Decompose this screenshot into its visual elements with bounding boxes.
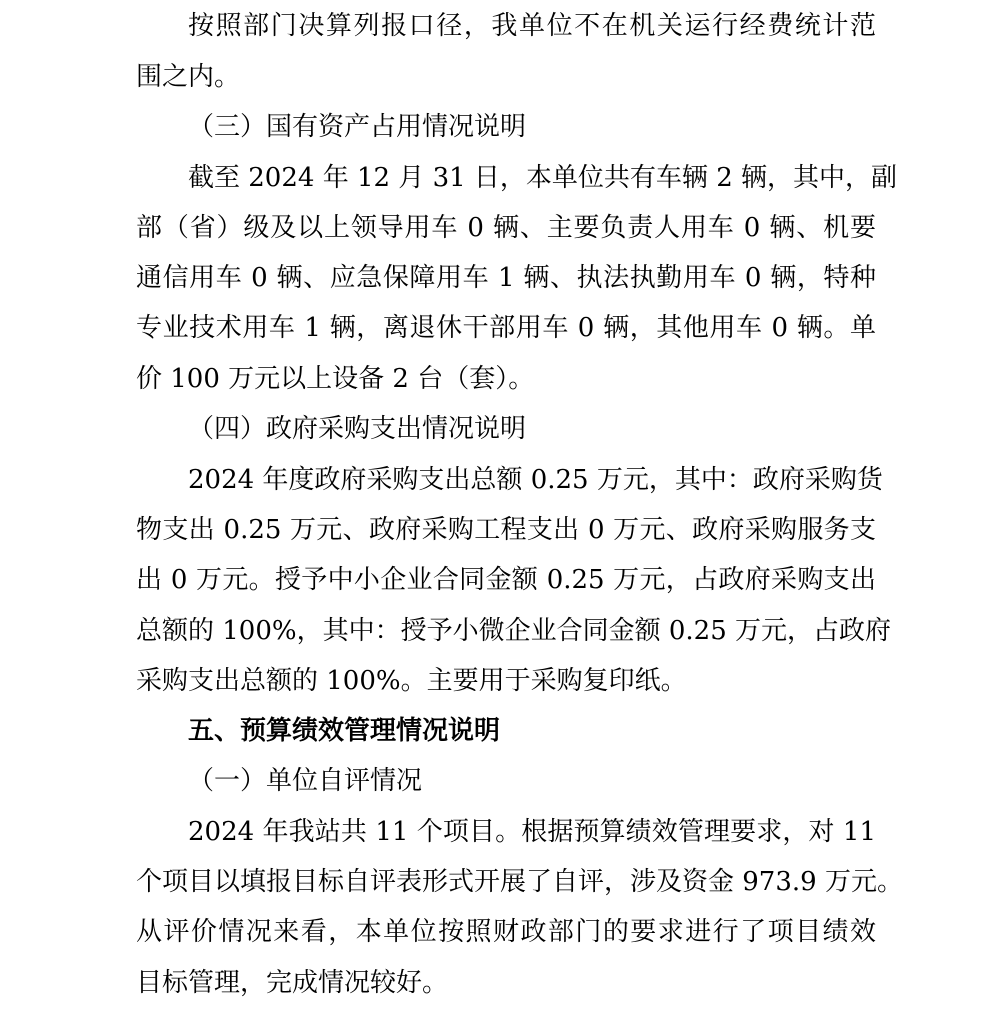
heading-text: （三）国有资产占用情况说明 [188, 112, 527, 142]
text-line: 通信用车 0 辆、应急保障用车 1 辆、执法执勤用车 0 辆，特种 [136, 263, 876, 293]
paragraph-line [136, 513, 876, 547]
paragraph-line [188, 9, 876, 43]
paragraph-line [136, 966, 448, 1000]
text-line: 目标管理，完成情况较好。 [136, 968, 449, 998]
paragraph-line [136, 60, 240, 94]
paragraph-line [136, 261, 876, 295]
text-line: 2024 年我站共 11 个项目。根据预算绩效管理要求，对 11 [188, 817, 876, 847]
text-line: 采购支出总额的 100%。主要用于采购复印纸。 [136, 666, 687, 696]
paragraph-line [136, 865, 903, 899]
paragraph-line [136, 664, 687, 698]
text-line: 价 100 万元以上设备 2 台（套）。 [136, 364, 535, 394]
text-line: 截至 2024 年 12 月 31 日，本单位共有车辆 2 辆，其中，副 [188, 163, 897, 193]
text-line: 个项目以填报目标自评表形式开展了自评，涉及资金 973.9 万元。 [136, 867, 903, 897]
section-heading-self-eval [188, 764, 422, 798]
section-heading-assets [188, 110, 526, 144]
paragraph-line [136, 915, 876, 949]
heading-text: （一）单位自评情况 [188, 766, 423, 796]
text-line: 围之内。 [136, 62, 241, 92]
paragraph-line [136, 362, 534, 396]
paragraph-line [188, 463, 883, 497]
text-line: 按照部门决算列报口径，我单位不在机关运行经费统计范 [188, 11, 876, 41]
text-line: 专业技术用车 1 辆，离退休干部用车 0 辆，其他用车 0 辆。单 [136, 313, 876, 343]
text-line: 总额的 100%，其中：授予小微企业合同金额 0.25 万元，占政府 [136, 616, 892, 646]
text-line: 2024 年度政府采购支出总额 0.25 万元，其中：政府采购货 [188, 465, 883, 495]
paragraph-line [136, 563, 876, 597]
paragraph-line [136, 211, 876, 245]
heading-text: （四）政府采购支出情况说明 [188, 414, 527, 444]
section-heading-procurement [188, 412, 526, 446]
text-line: 从评价情况来看，本单位按照财政部门的要求进行了项目绩效 [136, 917, 876, 947]
text-line: 出 0 万元。授予中小企业合同金额 0.25 万元，占政府采购支出 [136, 565, 876, 595]
text-line: 部（省）级及以上领导用车 0 辆、主要负责人用车 0 辆、机要 [136, 213, 876, 243]
section-heading-performance [188, 714, 500, 748]
heading-text: 五、预算绩效管理情况说明 [188, 716, 501, 746]
paragraph-line [188, 161, 897, 195]
paragraph-line [136, 614, 892, 648]
paragraph-line [188, 815, 876, 849]
text-line: 物支出 0.25 万元、政府采购工程支出 0 万元、政府采购服务支 [136, 515, 876, 545]
paragraph-line [136, 311, 876, 345]
